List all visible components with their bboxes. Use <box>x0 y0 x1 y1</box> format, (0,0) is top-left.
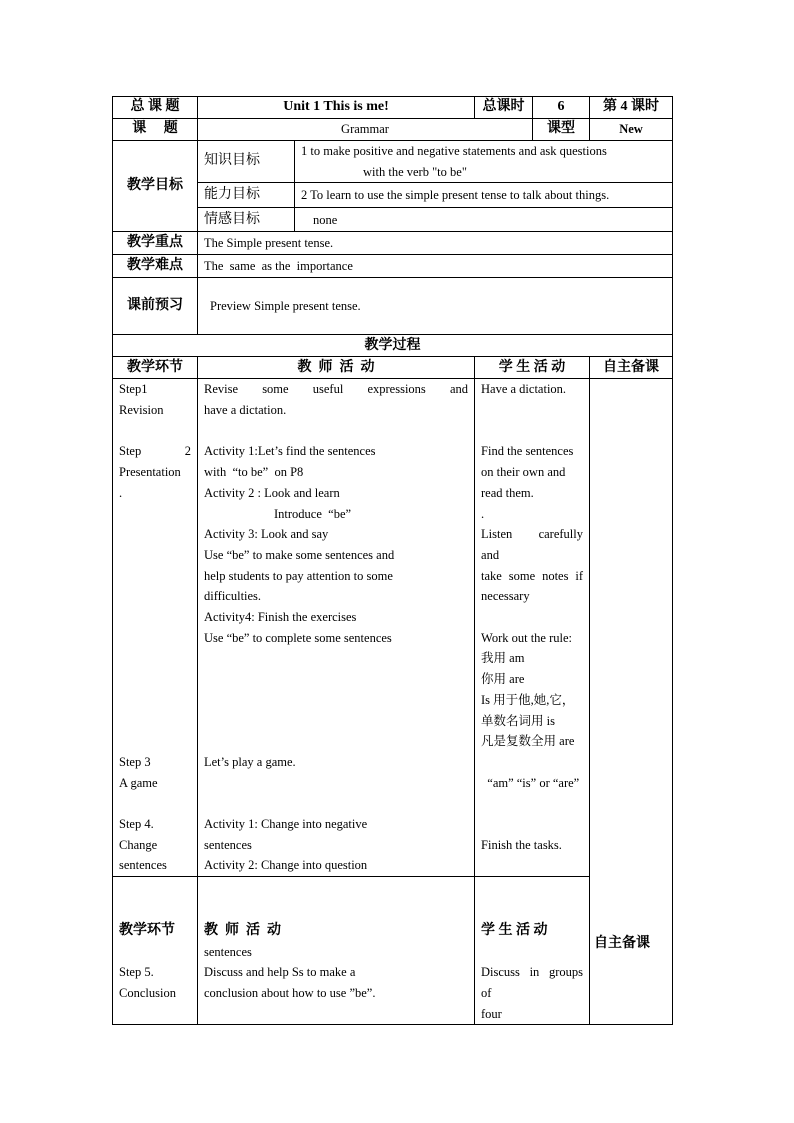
teacher-activity-line: Activity4: Finish the exercises <box>204 610 357 625</box>
step-line: A game <box>119 775 158 790</box>
step-line <box>119 566 191 587</box>
student-activity-line: . <box>481 506 485 521</box>
repeat-step-header: 教学环节 <box>119 922 175 938</box>
step-line <box>119 524 191 545</box>
total-title-label: 总 课 题 <box>113 97 198 119</box>
student-column <box>475 379 590 877</box>
lesson-plan-document <box>112 96 672 1025</box>
student-activity-line: take some notes if <box>481 568 584 583</box>
teacher-activity-line: with “to be” on P8 <box>204 465 304 480</box>
student-activity-line: 我用 am <box>481 651 525 666</box>
student-activity-line <box>481 400 583 421</box>
step-line: Step1 <box>119 382 148 397</box>
student-activity-line <box>481 607 583 628</box>
unit-title: Unit 1 This is me! <box>198 97 475 119</box>
student-activity-line: 单数名词用 is <box>481 713 555 728</box>
step-line: sentences <box>119 858 167 873</box>
repeat-prep-header: 自主备课 <box>594 936 650 951</box>
student-activity-line: Discuss in groups of <box>481 965 590 1000</box>
student-activity-line: four <box>481 1006 502 1021</box>
emotion-goal-value: none <box>295 208 673 232</box>
student-activity-line: 凡是复数全用 are <box>481 734 575 749</box>
teacher-activity-line: have a dictation. <box>204 403 287 418</box>
objectives-label: 教学目标 <box>113 141 198 232</box>
ability-goal-value: 2 To learn to use the simple present tense to talk about things. <box>295 183 673 208</box>
step-line <box>119 710 191 731</box>
student-activity-line: Work out the rule: <box>481 630 573 645</box>
student-activity-line: necessary <box>481 589 530 604</box>
teacher-activity-line: Use “be” to make some sentences and <box>204 547 395 562</box>
knowledge-goal-label: 知识目标 <box>198 141 295 183</box>
lesson-type-value: New <box>590 119 673 141</box>
step-line: Conclusion <box>119 985 176 1000</box>
preview-row <box>113 278 673 335</box>
teacher-activity-line <box>204 690 468 711</box>
lesson-number: 第 4 课时 <box>590 97 673 119</box>
key-point-value: The Simple present tense. <box>198 232 673 255</box>
step-line <box>119 586 191 607</box>
student-activity-line <box>481 814 583 835</box>
difficulty-row <box>113 255 673 278</box>
student-activity-line: Is 用于他,她,它， <box>481 692 575 707</box>
column-self-prep: 自主备课 <box>590 357 673 379</box>
step-line: Step 2 <box>119 444 191 459</box>
teacher-activity-line <box>204 773 468 794</box>
teacher-activity-line: Activity 3: Look and say <box>204 527 329 542</box>
topic-label: 课 题 <box>113 119 198 141</box>
lesson-plan-table <box>112 96 673 1025</box>
header-row <box>113 97 673 119</box>
objective-knowledge-row <box>113 141 673 183</box>
preview-value: Preview Simple present tense. <box>198 278 673 335</box>
step-line <box>119 793 191 814</box>
step-line <box>119 607 191 628</box>
process-body-row <box>113 379 673 877</box>
teacher-activity-line: Discuss and help Ss to make a <box>204 965 356 980</box>
teacher-activity-line: Activity 2: Change into question <box>204 858 368 873</box>
step-line: Step 3 <box>119 754 151 769</box>
step-line <box>119 690 191 711</box>
preview-label: 课前预习 <box>113 278 198 335</box>
topic-value: Grammar <box>198 119 533 141</box>
emotion-goal-label: 情感目标 <box>198 208 295 232</box>
student-activity-line: Have a dictation. <box>481 382 567 397</box>
step-line: Change <box>119 837 158 852</box>
knowledge-goal-line-1: 1 to make positive and negative statements and ask questions <box>301 144 607 158</box>
step-line: . <box>119 485 123 500</box>
teacher-activity-line: Activity 1:Let’s find the sentences <box>204 444 376 459</box>
step-line: Step 5. <box>119 965 154 980</box>
student-activity-line: Find the sentences <box>481 444 574 459</box>
process-header-row <box>113 357 673 379</box>
teacher-activity-line <box>204 711 468 732</box>
teacher-activity-line: conclusion about how to use ”be”. <box>204 985 376 1000</box>
student-activity-line: “am” “is” or “are” <box>481 775 580 790</box>
teacher-activity-line: Introduce “be” <box>274 506 352 521</box>
teacher-activity-line <box>204 731 468 752</box>
total-hours-label: 总课时 <box>475 97 533 119</box>
column-student-activity: 学 生 活 动 <box>475 357 590 379</box>
teacher-activity-line <box>204 669 468 690</box>
teacher-activity-line: Use “be” to complete some sentences <box>204 630 392 645</box>
total-hours-value: 6 <box>533 97 590 119</box>
step-line: Presentation <box>119 465 181 480</box>
step-line <box>119 942 191 963</box>
column-teacher-activity: 教 师 活 动 <box>198 357 475 379</box>
student-activity-line <box>481 793 583 814</box>
teacher-activity-line <box>204 649 468 670</box>
key-point-label: 教学重点 <box>113 232 198 255</box>
teacher-activity-line: sentences <box>204 944 252 959</box>
student-activity-line: Finish the tasks. <box>481 837 562 852</box>
student-activity-line: read them. <box>481 485 534 500</box>
student-activity-line <box>481 942 583 963</box>
lesson-type-label: 课型 <box>533 119 590 141</box>
teacher-column <box>198 379 475 877</box>
teacher-activity-line: Revise some useful expressions and <box>204 382 469 397</box>
step-line <box>119 421 191 442</box>
teacher-activity-line <box>204 421 468 442</box>
step-line <box>119 504 191 525</box>
step-column <box>113 379 198 877</box>
ability-goal-label: 能力目标 <box>198 183 295 208</box>
teacher-activity-line: Activity 1: Change into negative <box>204 817 368 832</box>
step-line <box>119 669 191 690</box>
step-line <box>119 628 191 649</box>
column-step: 教学环节 <box>113 357 198 379</box>
teacher-activity-line <box>204 793 468 814</box>
knowledge-goal-line-2: with the verb "to be" <box>363 164 467 179</box>
step-line <box>119 731 191 752</box>
step-line <box>119 648 191 669</box>
topic-row <box>113 119 673 141</box>
difficulty-label: 教学难点 <box>113 255 198 278</box>
process-title: 教学过程 <box>113 335 673 357</box>
student-activity-line: 你用 are <box>481 672 525 687</box>
process-title-row <box>113 335 673 357</box>
teacher-activity-line: difficulties. <box>204 589 262 604</box>
step-line: Step 4. <box>119 816 154 831</box>
teacher-activity-line: Let’s play a game. <box>204 754 296 769</box>
student-activity-line <box>481 421 583 442</box>
teacher-activity-line: help students to pay attention to some <box>204 568 393 583</box>
student-activity-line: Listen carefully and <box>481 527 590 562</box>
key-point-row <box>113 232 673 255</box>
step-line: Revision <box>119 403 164 418</box>
self-prep-column <box>590 379 673 1025</box>
difficulty-value: The same as the importance <box>198 255 673 278</box>
teacher-activity-line: sentences <box>204 837 252 852</box>
repeat-student-header: 学 生 活 动 <box>481 922 548 938</box>
student-activity-line: on their own and <box>481 465 566 480</box>
teacher-activity-line: Activity 2 : Look and learn <box>204 485 340 500</box>
step-line <box>119 545 191 566</box>
repeat-teacher-header: 教 师 活 动 <box>204 922 281 938</box>
student-activity-line <box>481 752 583 773</box>
